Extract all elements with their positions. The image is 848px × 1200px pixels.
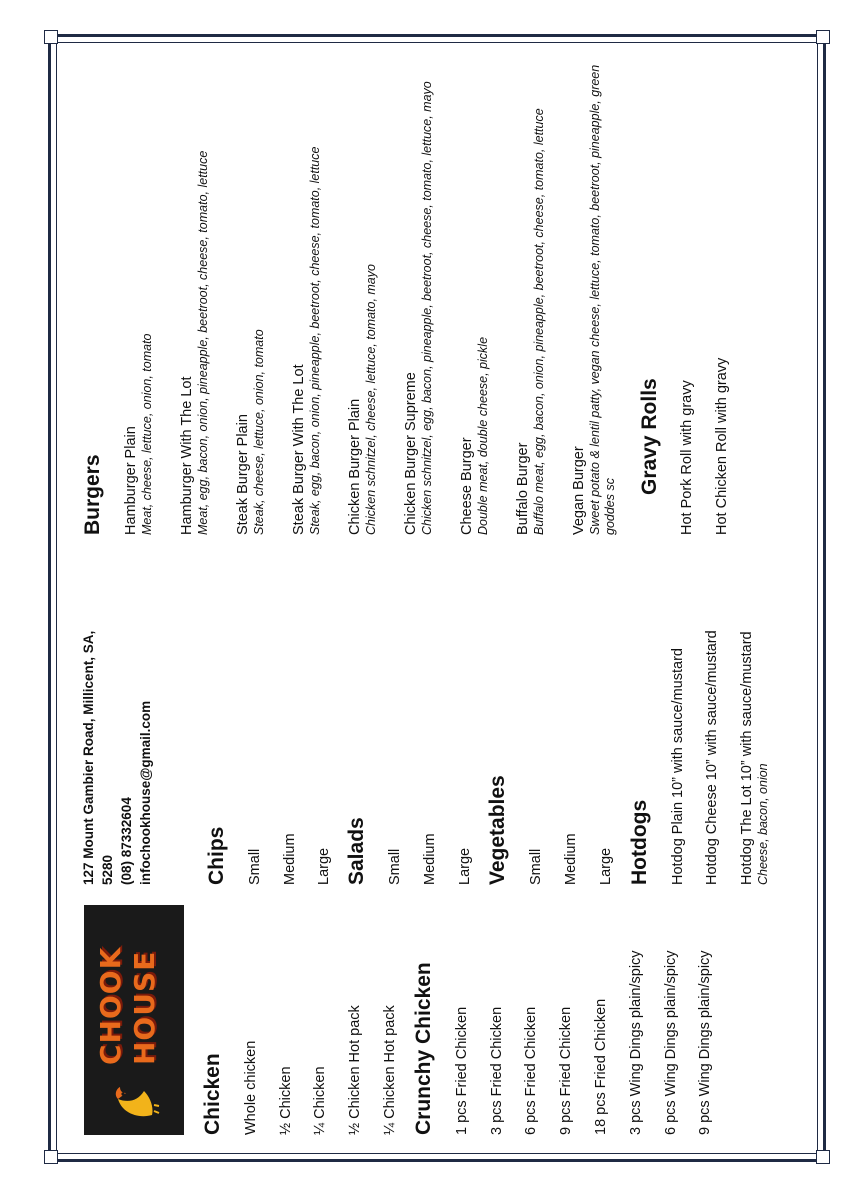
menu-item: Steak Burger Plain [235, 414, 251, 535]
section-title-burgers: Burgers [81, 454, 104, 535]
menu-item: Hamburger With The Lot [179, 376, 195, 535]
section-title-chicken: Chicken [201, 1053, 224, 1135]
menu-item: Medium [422, 833, 438, 885]
section-title-crunchy-chicken: Crunchy Chicken [412, 962, 435, 1135]
chicken-section [200, 895, 780, 1135]
menu-item: Medium [563, 833, 579, 885]
menu-item: Small [528, 848, 544, 885]
menu-item: Vegan Burger [571, 446, 587, 535]
menu-item-desc: Meat, cheese, lettuce, onion, tomato [140, 333, 154, 535]
logo-line1: CHOOK [94, 946, 127, 1065]
section-title-salads: Salads [345, 817, 368, 885]
menu-item: 9 pcs Fried Chicken [558, 1006, 574, 1135]
chook-house-logo [84, 905, 184, 1135]
menu-item: ¼ Chicken [312, 1066, 328, 1135]
menu-item: Hamburger Plain [123, 426, 139, 535]
menu-item: ½ Chicken [278, 1066, 294, 1135]
menu-item: 6 pcs Fried Chicken [523, 1006, 539, 1135]
menu-item: Large [457, 847, 473, 885]
border-corner [44, 1150, 58, 1164]
menu-item: Large [316, 847, 332, 885]
menu-item-desc: Meat, egg, bacon, onion, pineapple, beetroot, cheese, tomato, lettuce [196, 150, 210, 535]
menu-item: Steak Burger With The Lot [291, 364, 307, 535]
section-title-vegetables: Vegetables [486, 775, 509, 885]
menu-item: Hot Chicken Roll with gravy [714, 357, 730, 535]
menu-item-desc: Steak, cheese, lettuce, onion, tomato [252, 329, 266, 535]
menu-item: 18 pcs Fried Chicken [593, 998, 609, 1135]
border-corner [816, 1150, 830, 1164]
menu-item: Medium [282, 833, 298, 885]
menu-item: Chicken Burger Supreme [403, 372, 419, 535]
logo-line2: HOUSE [128, 950, 161, 1065]
menu-item: 3 pcs Wing Dings plain/spicy [628, 950, 644, 1135]
contact-block [80, 605, 156, 885]
phone-number: (08) 87332604 [119, 797, 134, 885]
menu-item-desc: Sweet potato & lentil patty, vegan cheese, lettuce, tomato, beetroot, pineapple, green [588, 64, 602, 535]
menu-item: Small [247, 848, 263, 885]
menu-item-desc: Chicken schnitzel, egg, bacon, pineapple, beetroot, cheese, tomato, lettuce, mayo [420, 81, 434, 535]
menu-item-desc: Cheese, bacon, onion [756, 763, 770, 885]
menu-item: Small [387, 848, 403, 885]
menu-item: 3 pcs Fried Chicken [489, 1006, 505, 1135]
menu-item: ¼ Chicken Hot pack [382, 1005, 398, 1135]
menu-item: Hotdog The Lot 10” with sauce/mustard [739, 631, 755, 885]
menu-item: Hotdog Cheese 10” with sauce/mustard [704, 630, 720, 885]
menu-item: Cheese Burger [459, 437, 475, 535]
menu-item: Whole chicken [243, 1040, 259, 1135]
menu-item-desc: Steak, egg, bacon, onion, pineapple, beetroot, cheese, tomato, lettuce [308, 146, 322, 535]
section-title-hotdogs: Hotdogs [628, 799, 651, 885]
section-title-gravy-rolls: Gravy Rolls [638, 378, 661, 495]
menu-item: Buffalo Burger [515, 442, 531, 535]
address-line2: 5280 [100, 854, 115, 885]
menu-item: Chicken Burger Plain [347, 398, 363, 535]
menu-item: Large [598, 847, 614, 885]
menu-item: 6 pcs Wing Dings plain/spicy [663, 950, 679, 1135]
burgers-section [80, 60, 780, 535]
menu-item: 9 pcs Wing Dings plain/spicy [697, 950, 713, 1135]
menu-item: ½ Chicken Hot pack [347, 1005, 363, 1135]
email-address: infochookhouse@gmail.com [138, 700, 153, 885]
address-line1: 127 Mount Gambier Road, Millicent, SA, [81, 630, 96, 885]
menu-item-desc: goddes sc [603, 478, 617, 535]
menu-item: Hot Pork Roll with gravy [679, 380, 695, 535]
border-corner [816, 30, 830, 44]
menu-item: Hotdog Plain 10” with sauce/mustard [670, 648, 686, 885]
menu-item-desc: Double meat, double cheese, pickle [476, 336, 490, 535]
menu-item-desc: Chicken schnitzel, cheese, lettuce, tomato, mayo [364, 264, 378, 535]
sides-section [200, 555, 780, 885]
logo-wordmark [94, 925, 162, 1065]
menu-item: 1 pcs Fried Chicken [454, 1006, 470, 1135]
section-title-chips: Chips [205, 826, 228, 885]
menu-content [74, 55, 784, 1135]
border-corner [44, 30, 58, 44]
chicken-logo-icon [112, 1077, 160, 1121]
menu-item-desc: Buffalo meat, egg, bacon, onion, pineapple, beetroot, cheese, tomato, lettuce [532, 108, 546, 535]
